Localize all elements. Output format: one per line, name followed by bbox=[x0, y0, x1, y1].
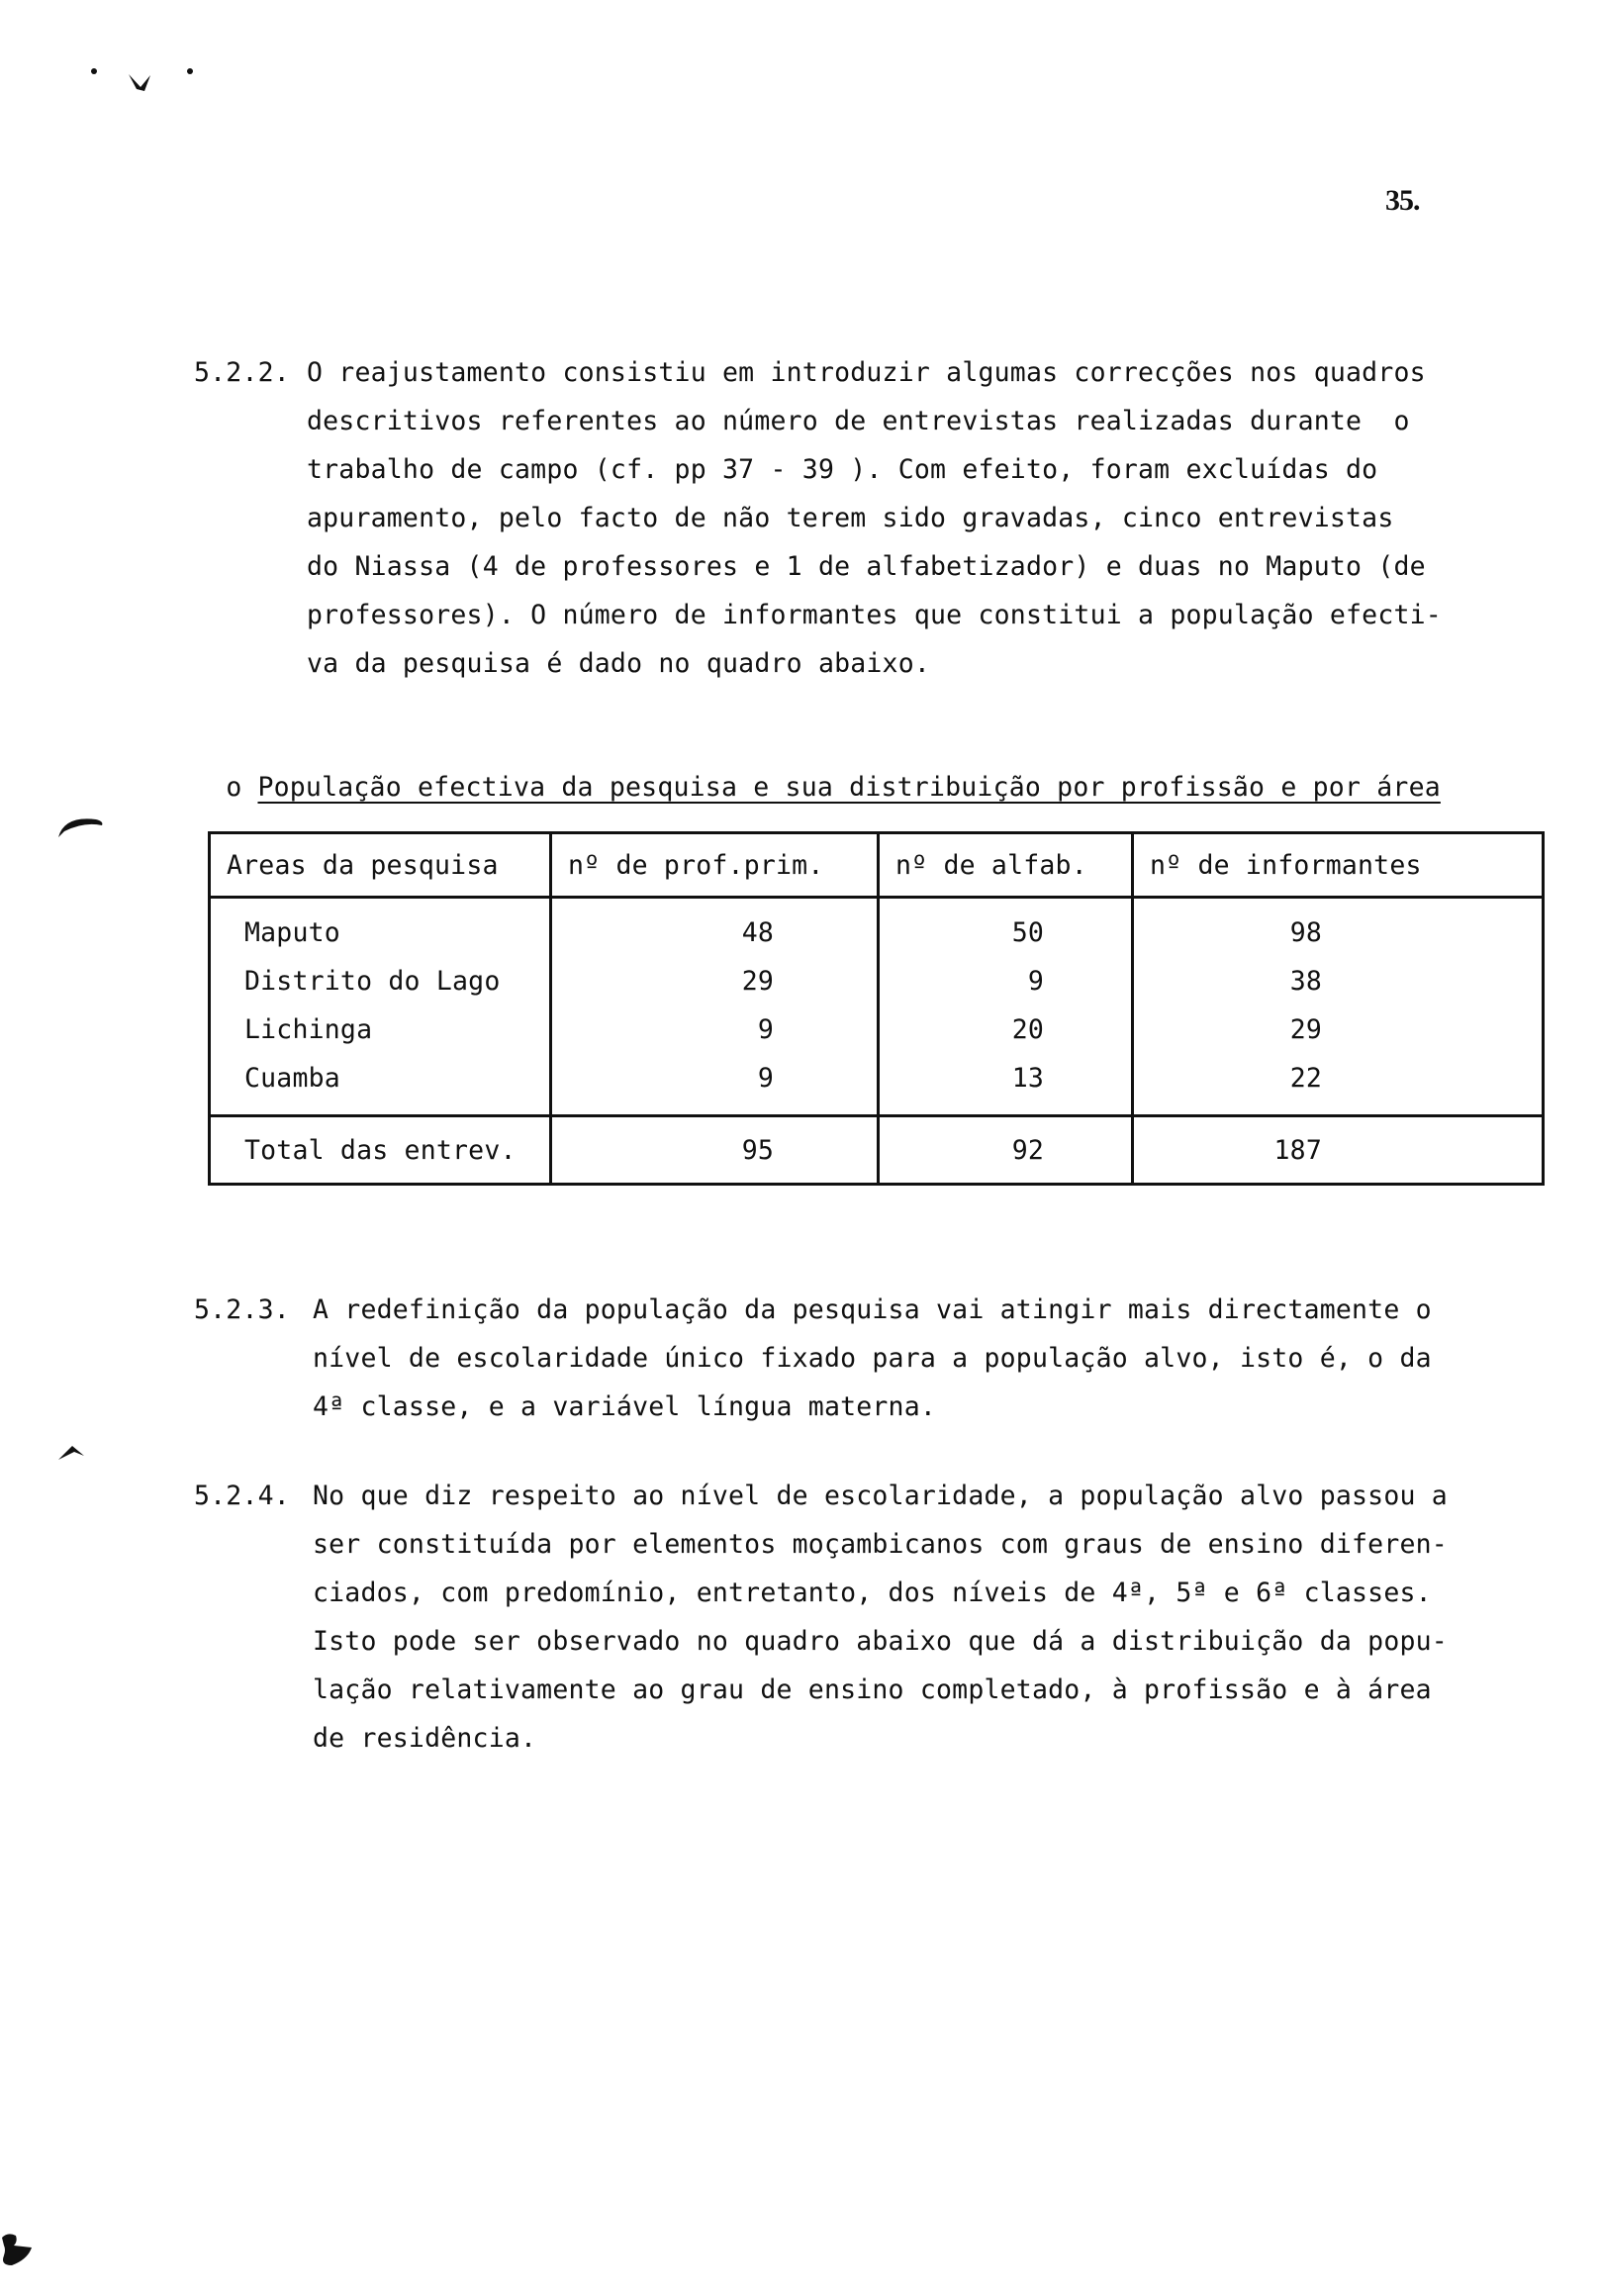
section-5-2-3 bbox=[194, 1286, 1480, 1431]
cell-alfab: 50 bbox=[879, 898, 1133, 958]
page-number: 35. bbox=[1385, 184, 1420, 217]
table-total-row bbox=[210, 1116, 1544, 1185]
caption-text: População efectiva da pesquisa e sua distribuição por profissão e por área bbox=[257, 772, 1441, 803]
cell-prof-prim: 29 bbox=[551, 957, 879, 1005]
section-number: 5.2.3. bbox=[194, 1294, 290, 1325]
table-header-row bbox=[210, 833, 1544, 898]
cell-total-label: Total das entrev. bbox=[210, 1116, 551, 1185]
population-table bbox=[208, 831, 1545, 1186]
section-5-2-2 bbox=[194, 348, 1480, 688]
paragraph-line: ciados, com predomínio, entretanto, dos níveis de 4ª, 5ª e 6ª classes. bbox=[313, 1578, 1432, 1608]
section-number: 5.2.2. bbox=[194, 357, 290, 388]
paragraph-line: lação relativamente ao grau de ensino completado, à profissão e à área bbox=[313, 1674, 1432, 1705]
column-header-alfab: nº de alfab. bbox=[879, 833, 1133, 898]
cell-prof-prim: 48 bbox=[551, 898, 879, 958]
paragraph-line: professores). O número de informantes que constitui a população efecti- bbox=[307, 600, 1442, 630]
scan-artifact-mark bbox=[54, 1440, 94, 1465]
paragraph-line: No que diz respeito ao nível de escolaridade, a população alvo passou a bbox=[313, 1481, 1448, 1511]
paragraph-line: Isto pode ser observado no quadro abaixo que dá a distribuição da popu- bbox=[313, 1626, 1448, 1657]
cell-area: Lichinga bbox=[210, 1005, 551, 1054]
cell-informantes: 29 bbox=[1133, 1005, 1544, 1054]
cell-prof-prim: 9 bbox=[551, 1005, 879, 1054]
cell-informantes: 38 bbox=[1133, 957, 1544, 1005]
table-row bbox=[210, 898, 1544, 958]
cell-alfab: 9 bbox=[879, 957, 1133, 1005]
table-row bbox=[210, 1054, 1544, 1116]
cell-informantes: 22 bbox=[1133, 1054, 1544, 1116]
paragraph-line: do Niassa (4 de professores e 1 de alfabetizador) e duas no Maputo (de bbox=[307, 551, 1426, 582]
paragraph-line: va da pesquisa é dado no quadro abaixo. bbox=[307, 648, 931, 679]
cell-alfab: 13 bbox=[879, 1054, 1133, 1116]
cell-alfab: 20 bbox=[879, 1005, 1133, 1054]
cell-total-prof-prim: 95 bbox=[551, 1116, 879, 1185]
paragraph-line: 4ª classe, e a variável língua materna. bbox=[313, 1391, 937, 1422]
paragraph-line: nível de escolaridade único fixado para a população alvo, isto é, o da bbox=[313, 1343, 1432, 1374]
cell-area: Cuamba bbox=[210, 1054, 551, 1116]
scan-artifact-top-left bbox=[79, 59, 198, 109]
table-row bbox=[210, 957, 1544, 1005]
scan-artifact-arc bbox=[54, 812, 109, 841]
paragraph-line: trabalho de campo (cf. pp 37 - 39 ). Com efeito, foram excluídas do bbox=[307, 454, 1378, 485]
paragraph-line: O reajustamento consistiu em introduzir algumas correcções nos quadros bbox=[307, 357, 1426, 388]
scan-artifact-bottom-left bbox=[0, 2232, 40, 2271]
caption-marker: o bbox=[226, 772, 242, 803]
cell-total-alfab: 92 bbox=[879, 1116, 1133, 1185]
paragraph-line: A redefinição da população da pesquisa vai atingir mais directamente o bbox=[313, 1294, 1432, 1325]
paragraph-line: descritivos referentes ao número de entrevistas realizadas durante o bbox=[307, 406, 1410, 436]
cell-area: Distrito do Lago bbox=[210, 957, 551, 1005]
section-5-2-4 bbox=[194, 1472, 1480, 1763]
section-number: 5.2.4. bbox=[194, 1481, 290, 1511]
cell-informantes: 98 bbox=[1133, 898, 1544, 958]
paragraph-line: ser constituída por elementos moçambicanos com graus de ensino diferen- bbox=[313, 1529, 1448, 1560]
paragraph-line: de residência. bbox=[313, 1723, 537, 1754]
cell-total-informantes: 187 bbox=[1133, 1116, 1544, 1185]
cell-prof-prim: 9 bbox=[551, 1054, 879, 1116]
column-header-informantes: nº de informantes bbox=[1133, 833, 1544, 898]
cell-area: Maputo bbox=[210, 898, 551, 958]
paragraph-line: apuramento, pelo facto de não terem sido gravadas, cinco entrevistas bbox=[307, 503, 1394, 533]
column-header-area: Areas da pesquisa bbox=[210, 833, 551, 898]
table-caption bbox=[194, 728, 1441, 808]
table-row bbox=[210, 1005, 1544, 1054]
column-header-prof-prim: nº de prof.prim. bbox=[551, 833, 879, 898]
